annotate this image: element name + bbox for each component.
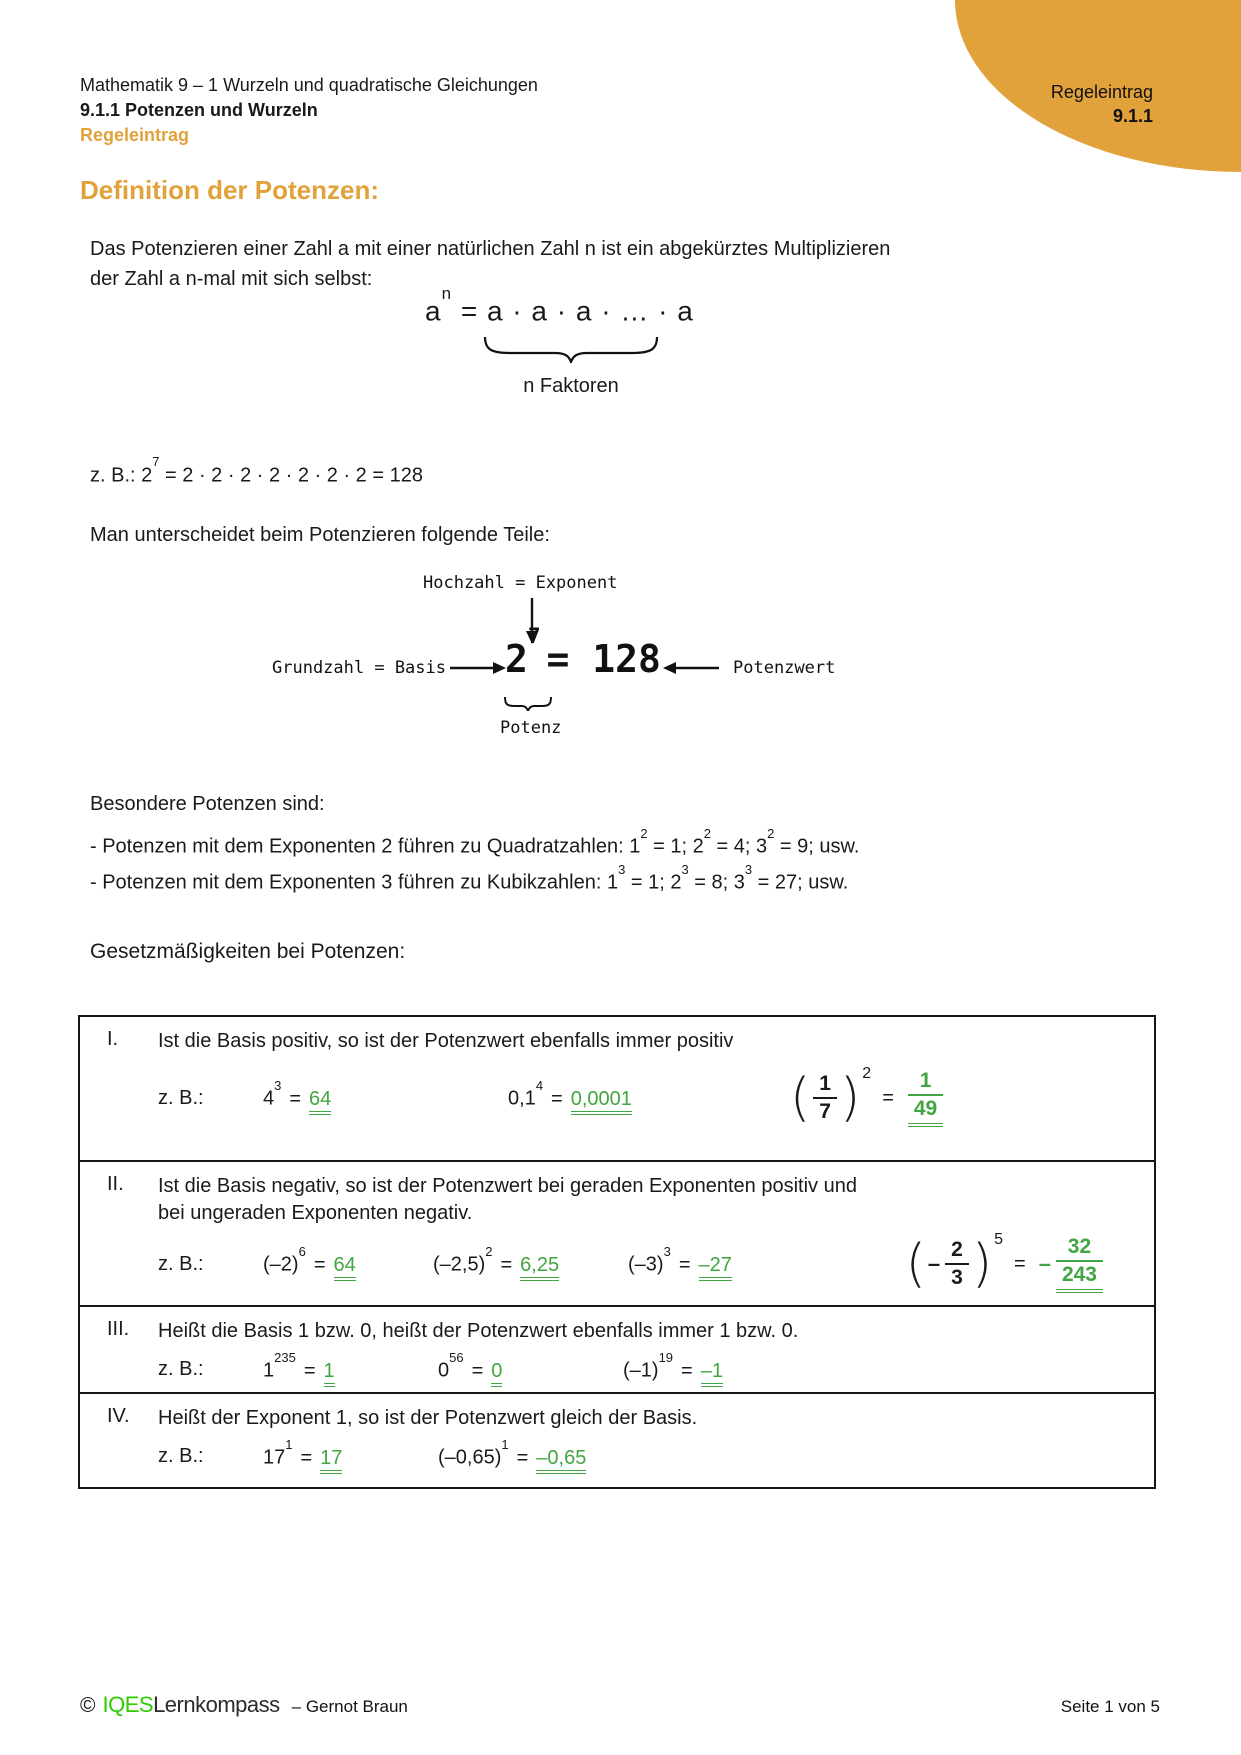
special-powers-block — [90, 790, 859, 897]
rule-text: Heißt der Exponent 1, so ist der Potenzwert gleich der Basis. — [158, 1407, 698, 1429]
power-example — [263, 1350, 438, 1383]
diagram-right-label: Potenzwert — [733, 658, 836, 678]
header-doctype-line: Regeleintrag — [80, 125, 190, 145]
base: 0,1 — [508, 1087, 536, 1110]
open-paren: ( — [790, 1067, 811, 1128]
rules-table — [78, 1015, 1156, 1489]
power-example — [263, 1078, 508, 1111]
page-number: Seite 1 von 5 — [1060, 1697, 1160, 1716]
rule-row-2 — [80, 1160, 1154, 1305]
exponent: 56 — [449, 1350, 464, 1365]
example-row — [158, 1231, 1154, 1294]
example-exponent: 7 — [152, 454, 160, 469]
answer-fraction — [908, 1069, 943, 1127]
diagram-exponent: 7 — [527, 624, 541, 649]
equals: = — [516, 1446, 529, 1469]
exponent: 3 — [274, 1078, 282, 1094]
bullet-text: = 1; 2 — [625, 871, 682, 894]
rule-line-2: bei ungeraden Exponenten negativ. — [158, 1202, 473, 1224]
formula-line — [425, 284, 694, 327]
definition-formula — [425, 284, 694, 398]
equals: = — [303, 1359, 316, 1382]
base: (–3) — [628, 1253, 664, 1276]
author: – Gernot Braun — [291, 1697, 408, 1716]
formula-base: a — [425, 295, 442, 327]
answer-fraction — [1056, 1235, 1103, 1293]
equals: = — [1014, 1252, 1026, 1275]
bullet-text: = 1; 2 — [647, 835, 704, 858]
special-powers-heading: Besondere Potenzen sind: — [90, 793, 325, 815]
example-row — [158, 1437, 1154, 1470]
power-example — [438, 1437, 587, 1470]
power-example — [628, 1244, 732, 1277]
exponent: 1 — [501, 1437, 509, 1452]
exponent: 235 — [274, 1350, 296, 1365]
rule-text: Ist die Basis positiv, so ist der Potenzwert ebenfalls immer positiv — [158, 1030, 734, 1052]
equals: = — [300, 1446, 313, 1469]
equals: = — [500, 1253, 513, 1276]
power-example — [263, 1437, 438, 1470]
minus-sign: – — [927, 1251, 941, 1277]
equals: = — [471, 1359, 484, 1382]
bullet-text: = 8; 3 — [688, 871, 745, 894]
base: (–0,65) — [438, 1446, 502, 1469]
page-header — [80, 73, 538, 148]
denominator: 243 — [1056, 1260, 1103, 1293]
answer: 0 — [491, 1360, 502, 1387]
cube-numbers-bullet — [90, 862, 859, 898]
power-example — [263, 1244, 433, 1277]
bullet-text: - Potenzen mit dem Exponenten 3 führen zu Kubikzahlen: 1 — [90, 871, 619, 894]
bullet-sup: 2 — [767, 826, 775, 841]
row-numeral: I. — [107, 1028, 119, 1050]
power-example — [433, 1244, 628, 1277]
intro-paragraph — [90, 234, 890, 294]
bullet-sup: 3 — [681, 861, 689, 877]
rule-row-1 — [80, 1017, 1154, 1160]
example-rest: = 2 · 2 · 2 · 2 · 2 · 2 · 2 = 128 — [165, 464, 423, 487]
equals: = — [678, 1253, 691, 1276]
power-example-line — [90, 454, 423, 488]
equals: = — [882, 1086, 894, 1109]
formula-expansion: = a · a · a · … · a — [460, 295, 694, 327]
intro-line-2: der Zahl a n-mal mit sich selbst: — [90, 268, 373, 290]
fraction — [813, 1072, 837, 1124]
fraction-example — [905, 1231, 1106, 1294]
header-course-line: Mathematik 9 – 1 Wurzeln und quadratische Gleichungen — [80, 75, 538, 95]
corner-doc-type: Regeleintrag — [1050, 82, 1153, 102]
power-example — [623, 1350, 723, 1383]
fraction — [945, 1238, 969, 1290]
equals: = — [289, 1087, 302, 1110]
diagram-left-label: Grundzahl = Basis — [272, 658, 446, 678]
diagram-base: 2 — [505, 637, 528, 681]
bullet-sup: 3 — [744, 861, 753, 877]
answer: –1 — [701, 1360, 723, 1387]
copyright-symbol: © — [80, 1694, 96, 1717]
answer: 6,25 — [520, 1254, 559, 1281]
open-paren: ( — [905, 1233, 926, 1294]
answer: 0,0001 — [571, 1088, 632, 1115]
bullet-sup: 2 — [640, 826, 648, 841]
row-numeral: IV. — [107, 1405, 130, 1427]
example-label: z. B.: — [158, 1252, 204, 1275]
answer: –0,65 — [536, 1447, 586, 1474]
fraction-example — [790, 1065, 946, 1128]
base: 1 — [263, 1359, 275, 1382]
base: 17 — [263, 1446, 286, 1469]
answer: 1 — [324, 1360, 335, 1387]
corner-section-number: 9.1.1 — [1112, 106, 1153, 126]
diagram-bottom-label: Potenz — [500, 718, 562, 738]
example-label: z. B.: — [158, 1445, 204, 1468]
small-underbrace-glyph — [504, 696, 552, 711]
rule-text — [158, 1173, 1048, 1227]
example-row — [158, 1065, 1154, 1128]
bullet-text: = 9; usw. — [774, 835, 860, 858]
header-section-line: 9.1.1 Potenzen und Wurzeln — [80, 100, 318, 120]
right-arrow-icon — [450, 660, 506, 676]
numerator: 32 — [1067, 1235, 1092, 1258]
close-paren: ) — [839, 1067, 861, 1128]
exponent: 4 — [535, 1078, 544, 1094]
left-arrow-icon — [663, 660, 719, 676]
formula-exponent: n — [441, 284, 453, 303]
equals: = — [551, 1087, 563, 1110]
row-numeral: II. — [107, 1173, 124, 1195]
equals: = — [681, 1359, 693, 1382]
rule-row-3 — [80, 1305, 1154, 1392]
example-row — [158, 1350, 1154, 1383]
intro-line-1: Das Potenzieren einer Zahl a mit einer natürlichen Zahl n ist ein abgekürztes Multiplizieren — [90, 238, 891, 260]
underbrace-glyph — [483, 335, 659, 363]
base: (–2,5) — [433, 1253, 486, 1276]
bullet-sup: 3 — [618, 861, 626, 877]
row-numeral: III. — [107, 1318, 130, 1340]
base: (–2) — [263, 1253, 299, 1276]
close-paren: ) — [971, 1233, 993, 1294]
answer-minus-sign: – — [1038, 1251, 1051, 1277]
rule-text: Heißt die Basis 1 bzw. 0, heißt der Potenzwert ebenfalls immer 1 bzw. 0. — [158, 1320, 799, 1342]
bullet-text: = 27; usw. — [752, 871, 849, 894]
exponent: 1 — [285, 1437, 293, 1452]
exponent: 2 — [862, 1065, 872, 1083]
page-title: Definition der Potenzen: — [80, 175, 379, 205]
rule-line-1: Ist die Basis negativ, so ist der Potenzwert bei geraden Exponenten positiv und — [158, 1175, 857, 1197]
numerator: 2 — [951, 1238, 963, 1261]
brand-lernkompass: Lernkompass — [153, 1692, 280, 1717]
answer: 17 — [320, 1447, 342, 1474]
rules-heading: Gesetzmäßigkeiten bei Potenzen: — [90, 940, 406, 963]
example-label: z. B.: — [158, 1358, 204, 1381]
corner-label-block — [1051, 80, 1153, 128]
diagram-top-label: Hochzahl = Exponent — [423, 573, 618, 593]
denominator: 49 — [908, 1094, 943, 1127]
example-prefix: z. B.: 2 — [90, 464, 153, 487]
n-faktoren-label: n Faktoren — [523, 375, 619, 398]
answer: 64 — [309, 1088, 331, 1115]
base: (–1) — [623, 1359, 659, 1382]
denominator: 7 — [813, 1097, 837, 1124]
power-example — [438, 1350, 623, 1383]
exponent: 3 — [663, 1244, 671, 1260]
exponent: 19 — [658, 1350, 674, 1365]
diagram-power-term — [505, 624, 661, 681]
power-example — [508, 1078, 790, 1111]
answer: 64 — [334, 1254, 356, 1281]
exponent: 5 — [994, 1231, 1004, 1249]
bullet-sup: 2 — [703, 826, 711, 841]
parts-intro-line: Man unterscheidet beim Potenzieren folgende Teile: — [90, 524, 550, 546]
exponent: 2 — [485, 1244, 493, 1260]
answer: –27 — [699, 1254, 732, 1281]
brand-iqes: IQES — [102, 1692, 154, 1717]
diagram-result: = 128 — [546, 637, 661, 681]
page-footer — [80, 1692, 1160, 1718]
power-diagram — [0, 560, 1241, 770]
base: 4 — [263, 1087, 275, 1110]
base: 0 — [438, 1359, 450, 1382]
square-numbers-bullet — [90, 826, 859, 862]
bullet-text: - Potenzen mit dem Exponenten 2 führen zu Quadratzahlen: 1 — [90, 835, 641, 858]
denominator: 3 — [945, 1263, 969, 1290]
exponent: 6 — [298, 1244, 306, 1260]
rule-row-4 — [80, 1392, 1154, 1487]
example-label: z. B.: — [158, 1086, 204, 1109]
bullet-text: = 4; 3 — [710, 835, 768, 858]
numerator: 1 — [819, 1072, 831, 1095]
equals: = — [313, 1253, 326, 1276]
numerator: 1 — [919, 1069, 932, 1092]
